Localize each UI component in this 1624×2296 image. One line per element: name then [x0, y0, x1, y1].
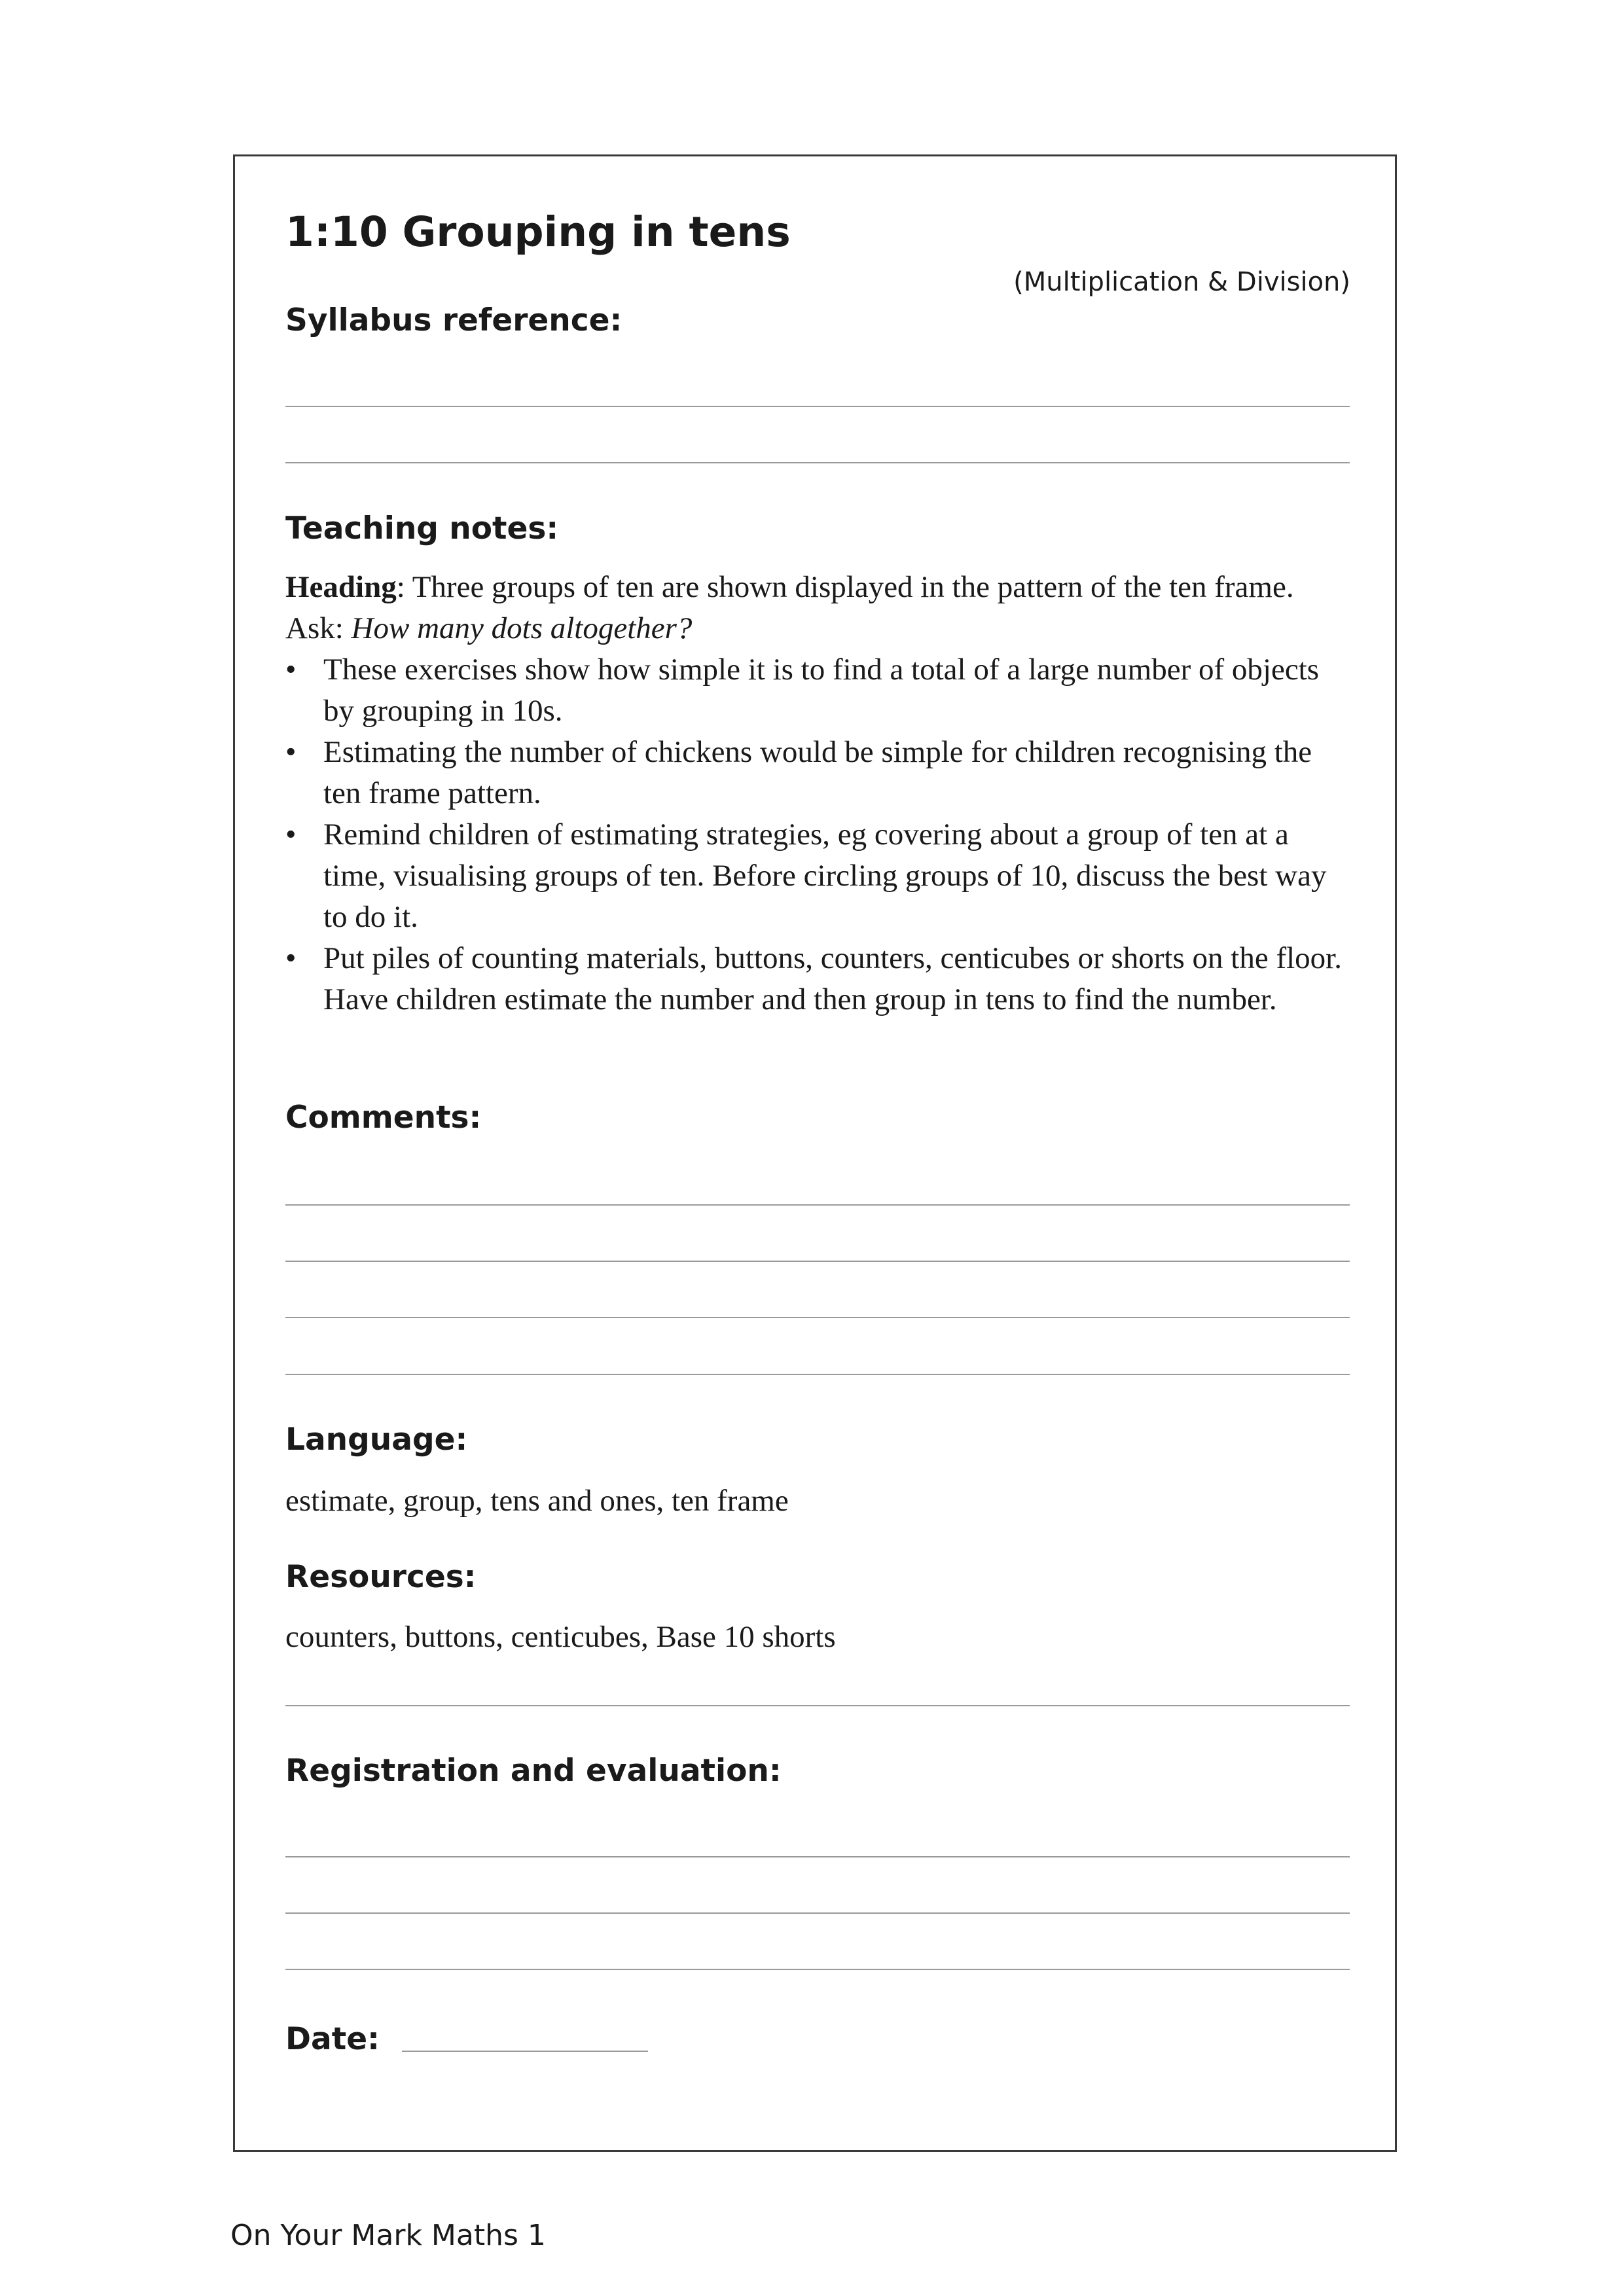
page-title: 1:10 Grouping in tens [285, 208, 791, 256]
list-item: • Remind children of estimating strategies, eg covering about a group of ten at a time, visualising groups of ten. Before circling groups of 10, discuss the best way to do it. [285, 814, 1350, 938]
registration-line-3 [285, 1969, 1350, 1970]
date-label: Date: [285, 2021, 380, 2057]
intro-question: How many dots altogether? [351, 611, 693, 645]
date-field-line [402, 2051, 648, 2052]
teaching-notes-intro [285, 567, 1350, 649]
resources-line [285, 1705, 1350, 1706]
comments-line-4 [285, 1374, 1350, 1375]
comments-heading: Comments: [285, 1100, 482, 1136]
teaching-notes-list [285, 649, 1350, 1020]
syllabus-line-2 [285, 462, 1350, 463]
resources-heading: Resources: [285, 1559, 477, 1595]
registration-line-2 [285, 1912, 1350, 1914]
comments-line-2 [285, 1261, 1350, 1262]
teaching-notes-body [285, 567, 1350, 1020]
list-item: • Estimating the number of chickens would be simple for children recognising the ten frame pattern. [285, 732, 1350, 814]
registration-line-1 [285, 1856, 1350, 1857]
comments-line-3 [285, 1317, 1350, 1318]
comments-line-1 [285, 1204, 1350, 1206]
syllabus-heading: Syllabus reference: [285, 302, 623, 338]
intro-label: Heading [285, 570, 397, 604]
language-text: estimate, group, tens and ones, ten frame [285, 1484, 789, 1518]
footer-text: On Your Mark Maths 1 [230, 2219, 546, 2252]
list-item: • Put piles of counting materials, buttons, counters, centicubes or shorts on the floor. Have children estimate the number and then group in tens to find the number. [285, 938, 1350, 1020]
teaching-notes-heading: Teaching notes: [285, 511, 559, 547]
registration-heading: Registration and evaluation: [285, 1753, 782, 1789]
resources-text: counters, buttons, centicubes, Base 10 shorts [285, 1620, 836, 1654]
syllabus-line-1 [285, 406, 1350, 407]
topic-subtitle: (Multiplication & Division) [1013, 267, 1350, 297]
page-frame [233, 154, 1397, 2152]
list-item: • These exercises show how simple it is to find a total of a large number of objects by grouping in 10s. [285, 649, 1350, 732]
language-heading: Language: [285, 1422, 468, 1458]
intro-text: : Three groups of ten are shown displayed in the pattern of the ten frame. Ask: [285, 570, 1294, 645]
